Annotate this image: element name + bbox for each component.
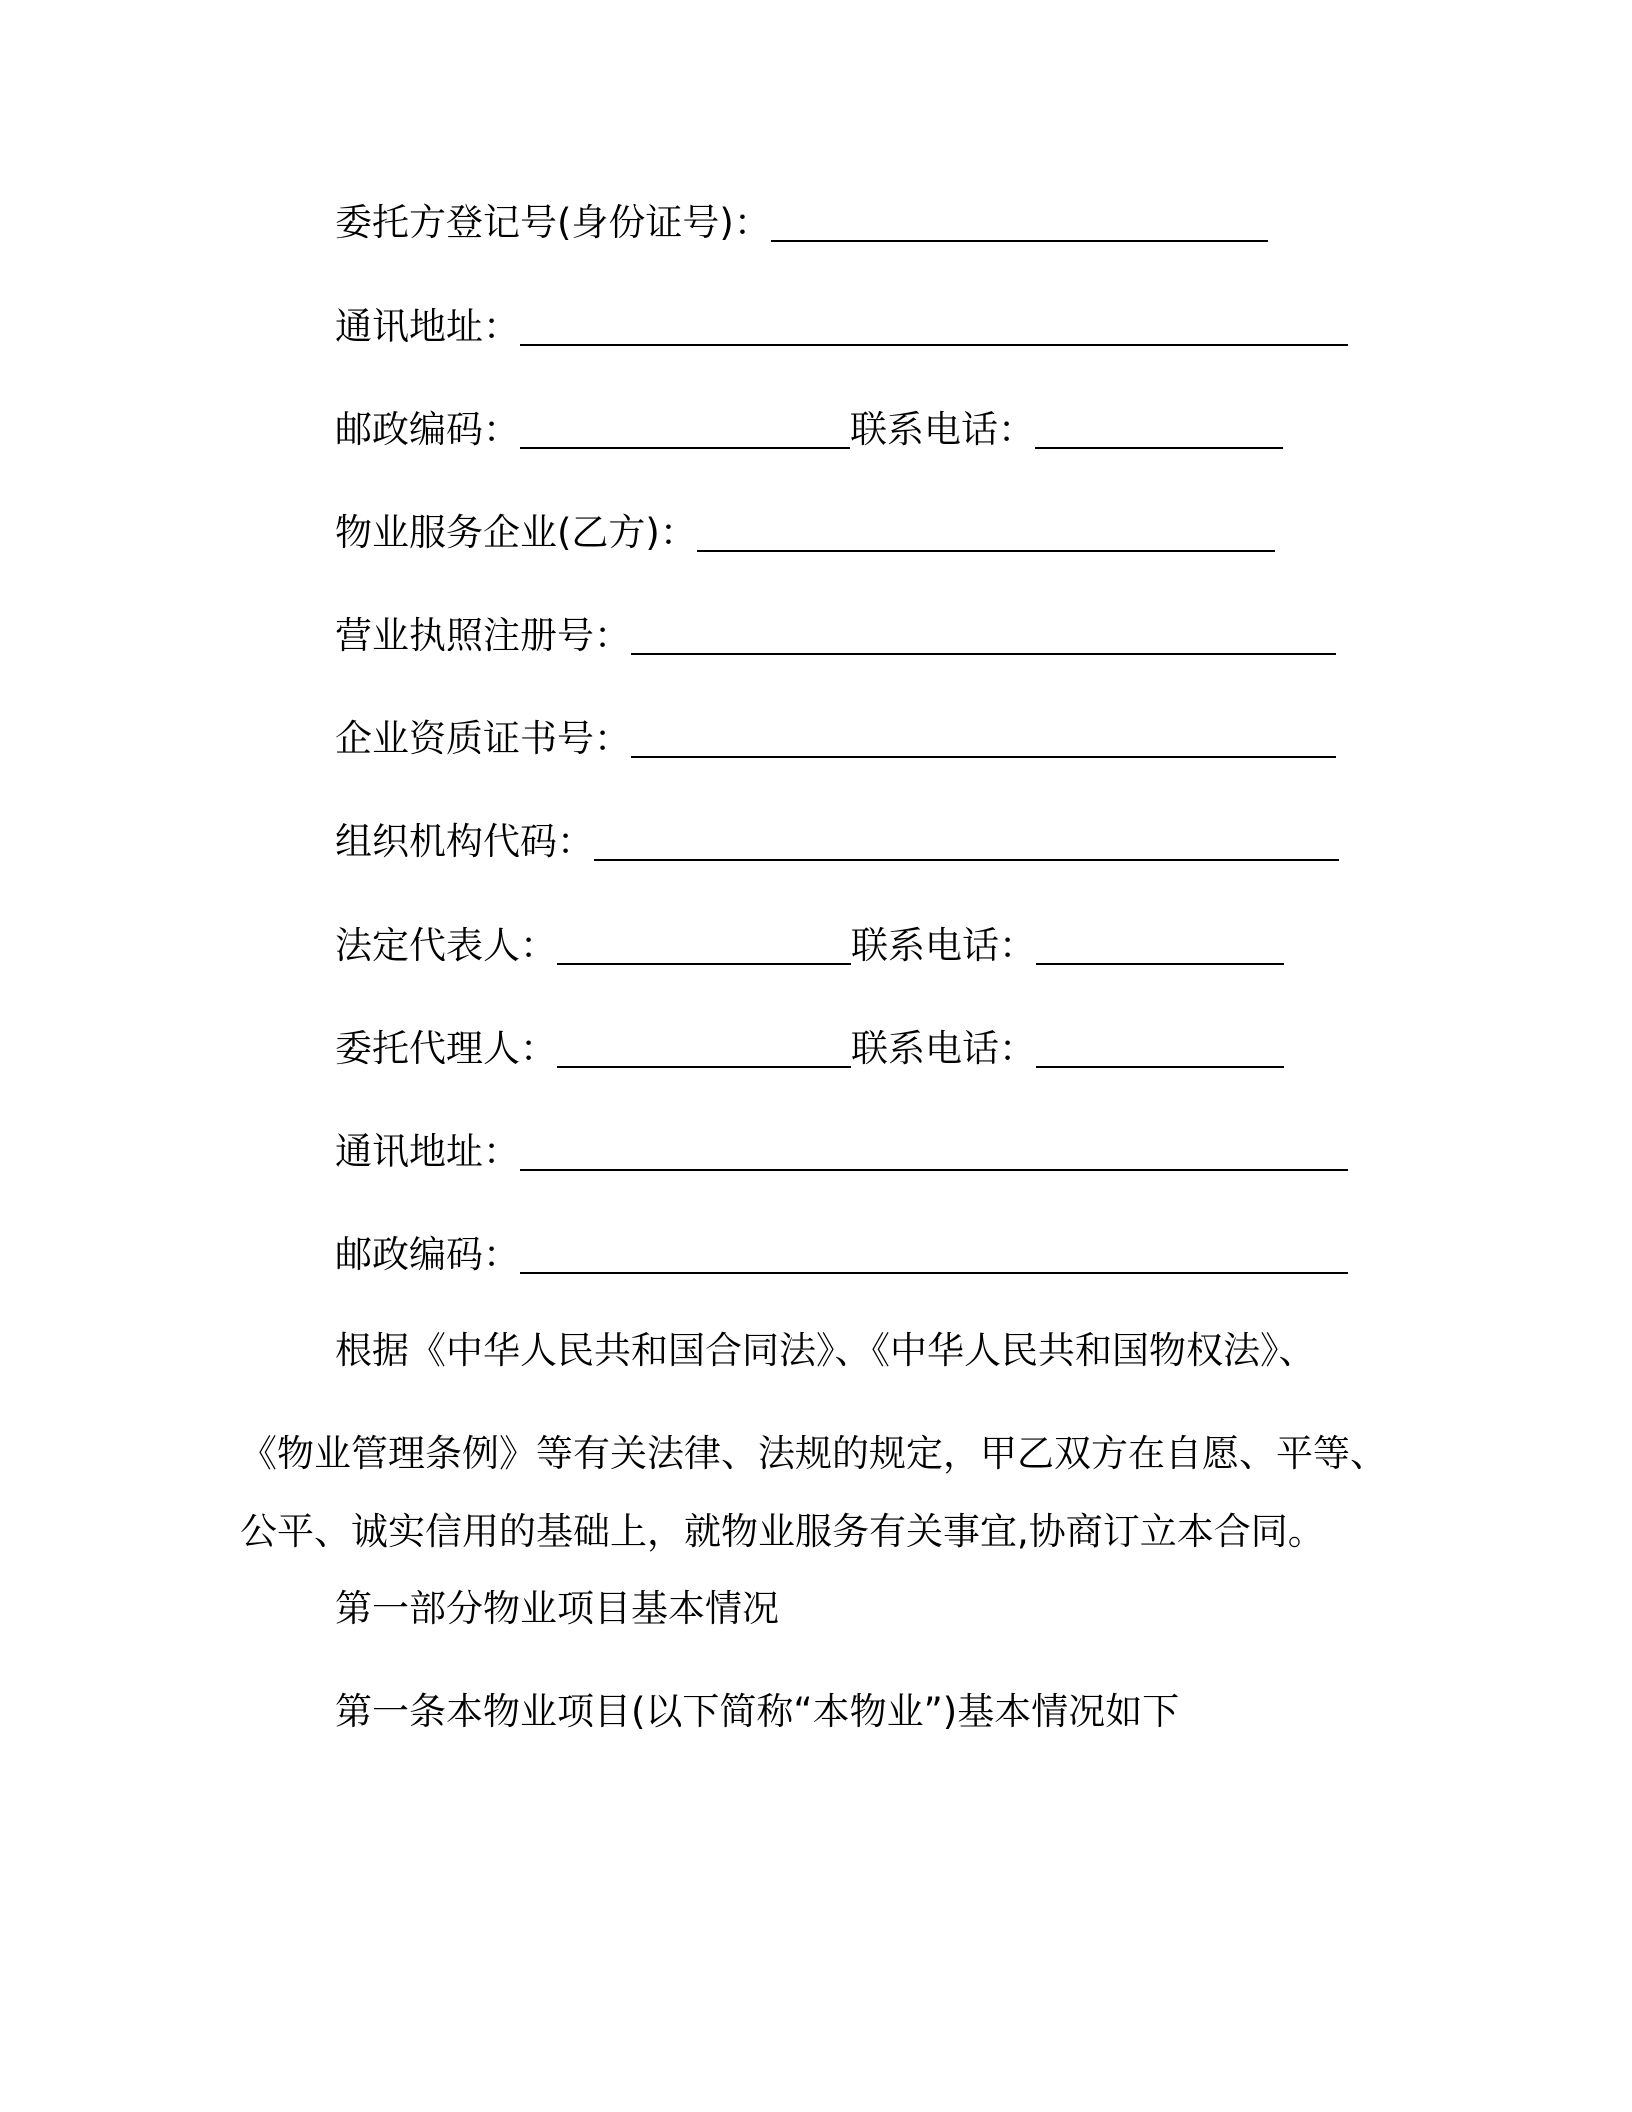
company-postcode-label: 邮政编码： xyxy=(335,1233,520,1276)
company-row xyxy=(335,508,1275,558)
principal-address-label: 通讯地址： xyxy=(335,305,520,348)
preamble-line-2: 《物业管理条例》等有关法律、法规的规定，甲乙双方在自愿、平等、 xyxy=(240,1432,1387,1475)
legal-rep-row xyxy=(335,921,1284,971)
agent-phone-label: 联系电话： xyxy=(851,1027,1036,1070)
preamble-line-3: 公平、诚实信用的基础上，就物业服务有关事宜,协商订立本合同。 xyxy=(240,1510,1325,1553)
legal-rep-blank[interactable] xyxy=(557,963,851,965)
legal-rep-label: 法定代表人： xyxy=(335,924,557,967)
preamble-line-1: 根据《中华人民共和国合同法》、《中华人民共和国物权法》、 xyxy=(335,1329,1316,1372)
principal-id-row xyxy=(335,198,1268,248)
agent-label: 委托代理人： xyxy=(335,1027,557,1070)
agent-blank[interactable] xyxy=(557,1066,851,1068)
article1-text: 第一条本物业项目(以下简称“本物业”)基本情况如下 xyxy=(335,1690,1180,1733)
legal-rep-phone-label: 联系电话： xyxy=(851,924,1036,967)
qualification-label: 企业资质证书号： xyxy=(335,717,631,760)
org-code-row xyxy=(335,817,1339,867)
qualification-blank[interactable] xyxy=(631,756,1336,758)
principal-id-blank[interactable] xyxy=(771,240,1268,242)
agent-phone-blank[interactable] xyxy=(1036,1066,1284,1068)
qualification-row xyxy=(335,714,1336,764)
company-label: 物业服务企业(乙方)： xyxy=(335,511,697,554)
company-address-row xyxy=(335,1127,1348,1177)
license-row xyxy=(335,611,1336,661)
part1-heading: 第一部分物业项目基本情况 xyxy=(335,1587,779,1630)
principal-postcode-label: 邮政编码： xyxy=(335,408,520,451)
principal-postcode-blank[interactable] xyxy=(520,447,850,449)
license-label: 营业执照注册号： xyxy=(335,614,631,657)
license-blank[interactable] xyxy=(631,653,1336,655)
company-postcode-blank[interactable] xyxy=(520,1272,1348,1274)
org-code-label: 组织机构代码： xyxy=(335,820,594,863)
principal-phone-label: 联系电话： xyxy=(850,408,1035,451)
preamble-paragraph xyxy=(240,1326,1400,1566)
legal-rep-phone-blank[interactable] xyxy=(1036,963,1284,965)
principal-address-blank[interactable] xyxy=(520,344,1348,346)
principal-address-row xyxy=(335,302,1348,352)
org-code-blank[interactable] xyxy=(594,859,1339,861)
agent-row xyxy=(335,1024,1284,1074)
principal-postcode-row xyxy=(335,405,1283,455)
principal-phone-blank[interactable] xyxy=(1035,447,1283,449)
company-address-blank[interactable] xyxy=(520,1169,1348,1171)
principal-id-label: 委托方登记号(身份证号)： xyxy=(335,201,771,244)
company-postcode-row xyxy=(335,1230,1348,1280)
company-blank[interactable] xyxy=(697,550,1275,552)
company-address-label: 通讯地址： xyxy=(335,1130,520,1173)
